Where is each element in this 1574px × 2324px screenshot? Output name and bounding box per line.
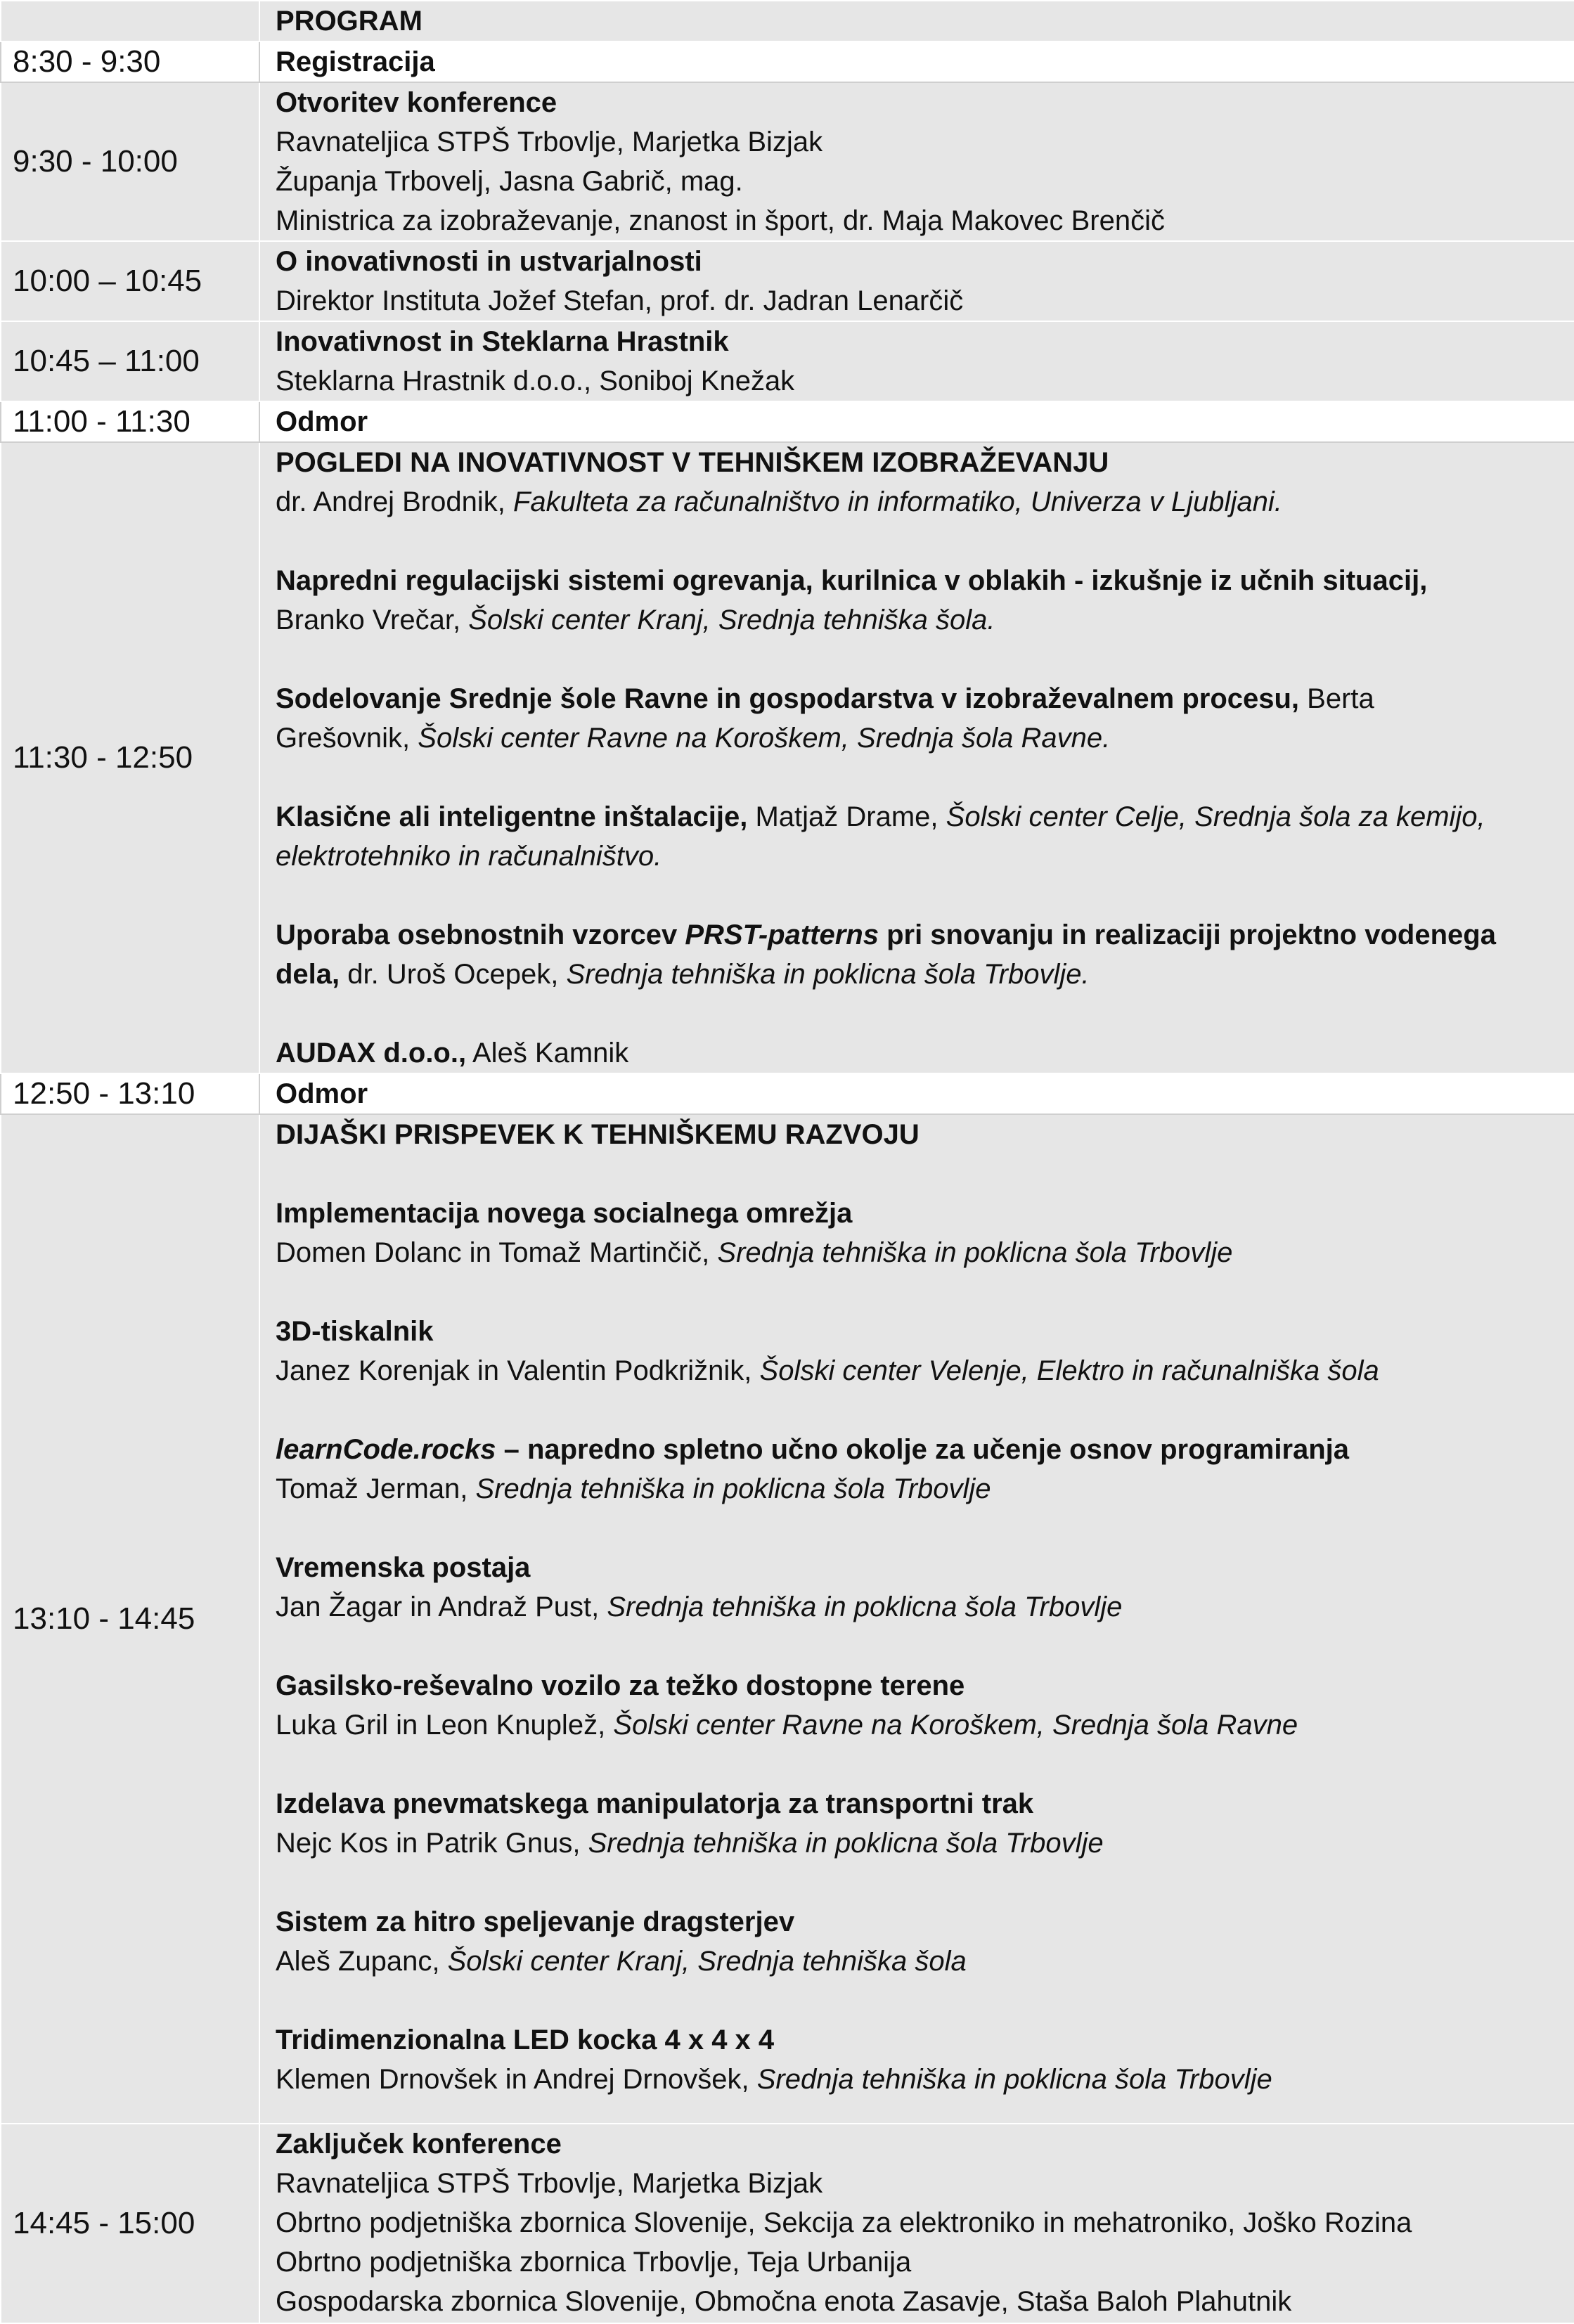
institution: Fakulteta za računalništvo in informatiko, Univerza v Ljubljani. <box>512 486 1282 517</box>
authors: Janez Korenjak in Valentin Podkrižnik, <box>276 1355 760 1386</box>
innovation-row <box>1 241 1574 321</box>
content-cell <box>259 442 1574 1073</box>
time-cell: 13:10 - 14:45 <box>1 1114 259 2124</box>
keynote-line <box>276 482 1564 522</box>
speaker-name: dr. Andrej Brodnik, <box>276 486 513 517</box>
talk-line <box>276 797 1564 837</box>
session-title: Otvoritev konference <box>276 87 557 118</box>
students-row <box>1 1114 1574 2124</box>
project-title: Implementacija novega socialnega omrežja <box>276 1198 853 1229</box>
opening-row <box>1 82 1574 241</box>
content-cell <box>259 2124 1574 2323</box>
authors: Tomaž Jerman, <box>276 1473 476 1504</box>
talk-title: dela, <box>276 959 340 990</box>
project-title: Vremenska postaja <box>276 1552 531 1583</box>
institution: elektrotehniko in računalništvo. <box>276 841 662 872</box>
views-row <box>1 442 1574 1073</box>
school: Šolski center Kranj, Srednja tehniška šola <box>447 1946 967 1977</box>
speaker-line: Obrtno podjetniška zbornica Trbovlje, Teja Urbanija <box>276 2247 912 2278</box>
authors: Jan Žagar in Andraž Pust, <box>276 1592 607 1622</box>
school: Srednja tehniška in poklicna šola Trbovlje <box>607 1592 1123 1622</box>
authors: Domen Dolanc in Tomaž Martinčič, <box>276 1237 718 1268</box>
talk-title-italic: PRST-patterns <box>685 919 879 950</box>
time-cell: 12:50 - 13:10 <box>1 1073 259 1114</box>
institution: Šolski center Celje, Srednja šola za kemijo, <box>946 801 1485 832</box>
steklarna-row <box>1 321 1574 401</box>
speaker-line: Direktor Instituta Jožef Stefan, prof. dr. Jadran Lenarčič <box>276 285 964 316</box>
program-title: PROGRAM <box>276 6 422 37</box>
speaker-name: Aleš Kamnik <box>466 1038 629 1069</box>
project-title: Sistem za hitro speljevanje dragsterjev <box>276 1906 795 1937</box>
project-authors-line <box>276 1233 1564 1272</box>
talk-speaker-line <box>276 718 1564 758</box>
project-authors-line <box>276 1469 1564 1509</box>
school: Srednja tehniška in poklicna šola Trbovlje <box>717 1237 1233 1268</box>
section-title: POGLEDI NA INOVATIVNOST V TEHNIŠKEM IZOBRAŽEVANJU <box>276 447 1109 478</box>
project-authors-line <box>276 1705 1564 1745</box>
authors: Nejc Kos in Patrik Gnus, <box>276 1828 588 1859</box>
authors: Aleš Zupanc, <box>276 1946 448 1977</box>
registration-row <box>1 41 1574 82</box>
school: Šolski center Ravne na Koroškem, Srednja šola Ravne <box>613 1710 1298 1741</box>
school: Srednja tehniška in poklicna šola Trbovlje <box>588 1828 1104 1859</box>
speaker-line: Ministrica za izobraževanje, znanost in šport, dr. Maja Makovec Brenčič <box>276 205 1165 236</box>
talk-speaker-line <box>276 600 1564 640</box>
break-row <box>1 1073 1574 1114</box>
project-title: Gasilsko-reševalno vozilo za težko dostopne terene <box>276 1670 965 1701</box>
institution: Šolski center Kranj, Srednja tehniška šola. <box>468 605 995 635</box>
talk-title: Napredni regulacijski sistemi ogrevanja, kurilnica v oblakih - izkušnje iz učnih situacij, <box>276 565 1428 596</box>
time-cell: 10:00 – 10:45 <box>1 241 259 321</box>
closing-row <box>1 2124 1574 2323</box>
project-authors-line <box>276 1587 1564 1627</box>
content-cell <box>259 1114 1574 2124</box>
talk-title-line <box>276 915 1564 955</box>
speaker-name: Branko Vrečar, <box>276 605 469 635</box>
content-cell <box>259 1073 1574 1114</box>
project-title: 3D-tiskalnik <box>276 1316 434 1347</box>
authors: Luka Gril in Leon Knuplež, <box>276 1710 614 1741</box>
session-title: Inovativnost in Steklarna Hrastnik <box>276 326 729 357</box>
company-name: AUDAX d.o.o., <box>276 1038 467 1069</box>
talk-line <box>276 1033 1564 1073</box>
time-cell: 11:00 - 11:30 <box>1 401 259 442</box>
speaker-line: Gospodarska zbornica Slovenije, Območna enota Zasavje, Staša Baloh Plahutnik <box>276 2286 1292 2317</box>
session-title: Registracija <box>276 46 435 77</box>
speaker-line: Steklarna Hrastnik d.o.o., Soniboj Knežak <box>276 366 795 396</box>
time-cell: 11:30 - 12:50 <box>1 442 259 1073</box>
speaker-name: Berta <box>1299 683 1374 714</box>
break-row <box>1 401 1574 442</box>
speaker-line: Obrtno podjetniška zbornica Slovenije, Sekcija za elektroniko in mehatroniko, Joško Rozina <box>276 2207 1412 2238</box>
time-cell: 9:30 - 10:00 <box>1 82 259 241</box>
project-authors-line <box>276 1942 1564 1981</box>
session-title: Odmor <box>276 1078 368 1109</box>
session-title: Odmor <box>276 406 368 437</box>
talk-title: Klasične ali inteligentne inštalacije, <box>276 801 748 832</box>
project-title-italic: learnCode.rocks <box>276 1434 496 1465</box>
talk-title: pri snovanju in realizaciji projektno vodenega <box>878 919 1496 950</box>
section-title: DIJAŠKI PRISPEVEK K TEHNIŠKEMU RAZVOJU <box>276 1119 920 1150</box>
school: Šolski center Velenje, Elektro in računalniška šola <box>759 1355 1379 1386</box>
header-cell <box>259 1 1574 41</box>
project-title-line <box>276 1430 1564 1469</box>
school: Srednja tehniška in poklicna šola Trbovlje <box>475 1473 991 1504</box>
authors: Klemen Drnovšek in Andrej Drnovšek, <box>276 2064 757 2095</box>
project-authors-line <box>276 1351 1564 1390</box>
header-time-cell <box>1 1 259 41</box>
session-title: O inovativnosti in ustvarjalnosti <box>276 246 702 277</box>
content-cell <box>259 82 1574 241</box>
speaker-line: Županja Trbovelj, Jasna Gabrič, mag. <box>276 166 743 197</box>
project-title: Tridimenzionalna LED kocka 4 x 4 x 4 <box>276 2025 775 2055</box>
time-cell: 14:45 - 15:00 <box>1 2124 259 2323</box>
talk-speaker-line <box>276 955 1564 994</box>
school: Srednja tehniška in poklicna šola Trbovlje <box>756 2064 1272 2095</box>
time-cell: 8:30 - 9:30 <box>1 41 259 82</box>
project-authors-line <box>276 1823 1564 1863</box>
content-cell <box>259 401 1574 442</box>
speaker-line: Ravnateljica STPŠ Trbovlje, Marjetka Bizjak <box>276 2168 823 2199</box>
time-cell: 10:45 – 11:00 <box>1 321 259 401</box>
speaker-name: dr. Uroš Ocepek, <box>340 959 567 990</box>
speaker-name: Grešovnik, <box>276 723 418 754</box>
project-title: – napredno spletno učno okolje za učenje osnov programiranja <box>496 1434 1350 1465</box>
header-row <box>1 1 1574 41</box>
institution: Šolski center Ravne na Koroškem, Srednja šola Ravne. <box>418 723 1111 754</box>
talk-title: Sodelovanje Srednje šole Ravne in gospodarstva v izobraževalnem procesu, <box>276 683 1300 714</box>
institution: Srednja tehniška in poklicna šola Trbovlje. <box>566 959 1090 990</box>
speaker-name: Matjaž Drame, <box>747 801 946 832</box>
content-cell <box>259 241 1574 321</box>
content-cell <box>259 41 1574 82</box>
project-title: Izdelava pnevmatskega manipulatorja za transportni trak <box>276 1788 1034 1819</box>
talk-title: Uporaba osebnostnih vzorcev <box>276 919 685 950</box>
talk-line <box>276 679 1564 718</box>
speaker-line: Ravnateljica STPŠ Trbovlje, Marjetka Bizjak <box>276 127 823 157</box>
project-authors-line <box>276 2060 1564 2099</box>
session-title: Zaključek konference <box>276 2129 562 2160</box>
content-cell <box>259 321 1574 401</box>
